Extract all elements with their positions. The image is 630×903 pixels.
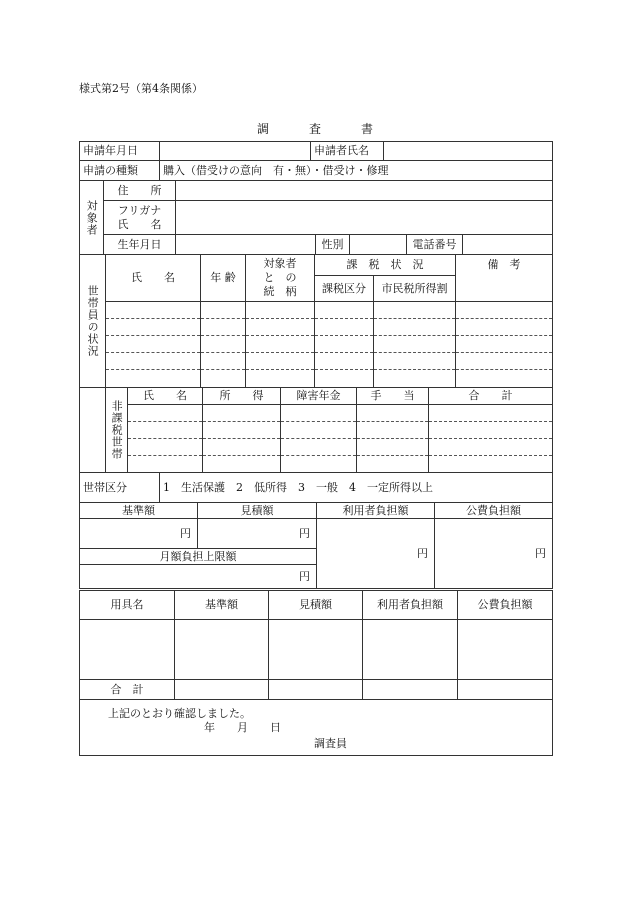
nontax-cell[interactable] bbox=[203, 456, 281, 473]
items-total-public-burden[interactable] bbox=[458, 680, 553, 700]
member-cell[interactable] bbox=[106, 370, 201, 388]
nt-col-pension: 障害年金 bbox=[281, 388, 357, 405]
col-relation-line-1: 対象者 bbox=[263, 257, 297, 271]
amounts-table bbox=[79, 502, 553, 589]
furigana-name-label bbox=[104, 201, 176, 235]
nontax-cell[interactable] bbox=[429, 439, 553, 456]
title-char-3: 書 bbox=[361, 122, 374, 136]
nontax-cell[interactable] bbox=[357, 456, 429, 473]
member-cell[interactable] bbox=[374, 302, 456, 319]
item-estimate-field[interactable] bbox=[269, 620, 363, 680]
title-char-2: 査 bbox=[308, 122, 321, 136]
member-cell[interactable] bbox=[374, 370, 456, 388]
nontax-cell[interactable] bbox=[128, 405, 203, 422]
member-cell[interactable] bbox=[315, 319, 374, 336]
item-public-burden-field[interactable] bbox=[458, 620, 553, 680]
application-type-value: 購入（借受けの意向 有・無）・借受け・修理 bbox=[160, 161, 553, 181]
member-cell[interactable] bbox=[106, 336, 201, 353]
member-cell[interactable] bbox=[201, 370, 246, 388]
col-name: 氏 名 bbox=[106, 255, 201, 302]
member-cell[interactable] bbox=[246, 353, 315, 370]
nontax-cell[interactable] bbox=[357, 405, 429, 422]
household-label: 世帯員の状況 bbox=[80, 255, 106, 388]
member-cell[interactable] bbox=[315, 336, 374, 353]
application-date-label: 申請年月日 bbox=[80, 142, 160, 161]
address-field[interactable] bbox=[176, 181, 553, 201]
birthdate-label: 生年月日 bbox=[104, 235, 176, 255]
title-char-1: 調 bbox=[256, 122, 269, 136]
items-total-standard[interactable] bbox=[175, 680, 269, 700]
col-relation bbox=[246, 255, 315, 302]
member-cell[interactable] bbox=[374, 353, 456, 370]
furigana-label: フリガナ bbox=[117, 204, 162, 218]
item-estimate-header: 見積額 bbox=[269, 591, 363, 620]
standard-amount-header: 基準額 bbox=[80, 503, 198, 519]
nontax-cell[interactable] bbox=[203, 422, 281, 439]
nontax-cell[interactable] bbox=[357, 439, 429, 456]
nontax-label: 非課税世帯 bbox=[106, 388, 128, 473]
item-name-header: 用具名 bbox=[80, 591, 175, 620]
col-relation-line-2: と の bbox=[263, 271, 297, 285]
col-remarks: 備 考 bbox=[456, 255, 553, 302]
member-cell[interactable] bbox=[246, 302, 315, 319]
nontax-cell[interactable] bbox=[429, 456, 553, 473]
subject-label: 対象者 bbox=[80, 181, 104, 255]
subject-table bbox=[79, 180, 553, 255]
items-total-estimate[interactable] bbox=[269, 680, 363, 700]
nontax-cell[interactable] bbox=[281, 422, 357, 439]
member-cell[interactable] bbox=[201, 319, 246, 336]
household-table bbox=[79, 254, 553, 388]
col-relation-line-3: 続 柄 bbox=[263, 284, 297, 298]
confirmation-text: 上記のとおり確認しました。 bbox=[108, 707, 251, 720]
member-cell[interactable] bbox=[315, 353, 374, 370]
investigator-label: 調査員 bbox=[314, 737, 347, 750]
member-cell[interactable] bbox=[456, 336, 553, 353]
nontax-table bbox=[79, 387, 553, 473]
item-standard-field[interactable] bbox=[175, 620, 269, 680]
nontax-cell[interactable] bbox=[357, 422, 429, 439]
member-cell[interactable] bbox=[106, 319, 201, 336]
phone-label: 電話番号 bbox=[407, 235, 463, 255]
form-number: 様式第2号（第4条関係） bbox=[79, 82, 203, 95]
items-total-label: 合 計 bbox=[80, 680, 175, 700]
name-label: 氏 名 bbox=[117, 217, 162, 231]
classification-label: 世帯区分 bbox=[80, 473, 160, 503]
applicant-name-label: 申請者氏名 bbox=[311, 142, 384, 161]
sex-label: 性別 bbox=[316, 235, 350, 255]
estimate-amount-header: 見積額 bbox=[198, 503, 317, 519]
items-total-user-burden[interactable] bbox=[363, 680, 458, 700]
applicant-name-field[interactable] bbox=[384, 142, 553, 161]
nontax-cell[interactable] bbox=[429, 405, 553, 422]
document-title bbox=[0, 120, 630, 137]
member-cell[interactable] bbox=[456, 319, 553, 336]
nt-col-name: 氏 名 bbox=[128, 388, 203, 405]
standard-amount-field[interactable]: 円 bbox=[80, 519, 198, 549]
birthdate-field[interactable] bbox=[176, 235, 316, 255]
member-cell[interactable] bbox=[246, 336, 315, 353]
monthly-cap-header: 月額負担上限額 bbox=[80, 549, 317, 565]
member-cell[interactable] bbox=[374, 336, 456, 353]
confirmation-box bbox=[80, 700, 553, 756]
phone-field[interactable] bbox=[463, 235, 553, 255]
user-burden-header: 利用者負担額 bbox=[317, 503, 435, 519]
nontax-cell[interactable] bbox=[128, 439, 203, 456]
nontax-cell[interactable] bbox=[429, 422, 553, 439]
member-cell[interactable] bbox=[374, 319, 456, 336]
item-user-burden-field[interactable] bbox=[363, 620, 458, 680]
member-cell[interactable] bbox=[246, 370, 315, 388]
header-table bbox=[79, 141, 553, 181]
public-burden-header: 公費負担額 bbox=[435, 503, 553, 519]
estimate-amount-field[interactable]: 円 bbox=[198, 519, 317, 549]
nt-col-total: 合 計 bbox=[429, 388, 553, 405]
item-standard-header: 基準額 bbox=[175, 591, 269, 620]
items-table bbox=[79, 590, 553, 700]
nontax-cell[interactable] bbox=[281, 405, 357, 422]
application-date-field[interactable] bbox=[160, 142, 311, 161]
nt-col-allowance: 手 当 bbox=[357, 388, 429, 405]
col-tax-class: 課税区分 bbox=[315, 276, 374, 302]
col-tax-status: 課 税 状 況 bbox=[315, 255, 456, 276]
classification-options: 1 生活保護 2 低所得 3 一般 4 一定所得以上 bbox=[160, 473, 553, 503]
member-cell[interactable] bbox=[456, 370, 553, 388]
confirmation-table bbox=[79, 699, 553, 756]
address-label: 住 所 bbox=[104, 181, 176, 201]
member-cell[interactable] bbox=[456, 353, 553, 370]
monthly-cap-field[interactable]: 円 bbox=[80, 565, 317, 589]
household-label-continued bbox=[80, 388, 106, 473]
confirmation-date: 年 月 日 bbox=[204, 721, 281, 734]
member-cell[interactable] bbox=[201, 336, 246, 353]
member-cell[interactable] bbox=[106, 302, 201, 319]
nt-col-income: 所 得 bbox=[203, 388, 281, 405]
sex-field[interactable] bbox=[350, 235, 407, 255]
item-name-field[interactable] bbox=[80, 620, 175, 680]
nontax-cell[interactable] bbox=[203, 439, 281, 456]
item-public-burden-header: 公費負担額 bbox=[458, 591, 553, 620]
application-type-label: 申請の種類 bbox=[80, 161, 160, 181]
member-cell[interactable] bbox=[201, 353, 246, 370]
nontax-cell[interactable] bbox=[281, 456, 357, 473]
col-city-tax: 市民税所得割 bbox=[374, 276, 456, 302]
nontax-cell[interactable] bbox=[281, 439, 357, 456]
item-user-burden-header: 利用者負担額 bbox=[363, 591, 458, 620]
user-burden-field[interactable]: 円 bbox=[317, 519, 435, 589]
nontax-cell[interactable] bbox=[128, 422, 203, 439]
nontax-cell[interactable] bbox=[128, 456, 203, 473]
public-burden-field[interactable]: 円 bbox=[435, 519, 553, 589]
member-cell[interactable] bbox=[106, 353, 201, 370]
member-cell[interactable] bbox=[456, 302, 553, 319]
member-cell[interactable] bbox=[315, 302, 374, 319]
subject-name-field[interactable] bbox=[176, 201, 553, 235]
member-cell[interactable] bbox=[246, 319, 315, 336]
nontax-cell[interactable] bbox=[203, 405, 281, 422]
classification-table bbox=[79, 472, 553, 503]
member-cell[interactable] bbox=[315, 370, 374, 388]
member-cell[interactable] bbox=[201, 302, 246, 319]
col-age: 年 齢 bbox=[201, 255, 246, 302]
